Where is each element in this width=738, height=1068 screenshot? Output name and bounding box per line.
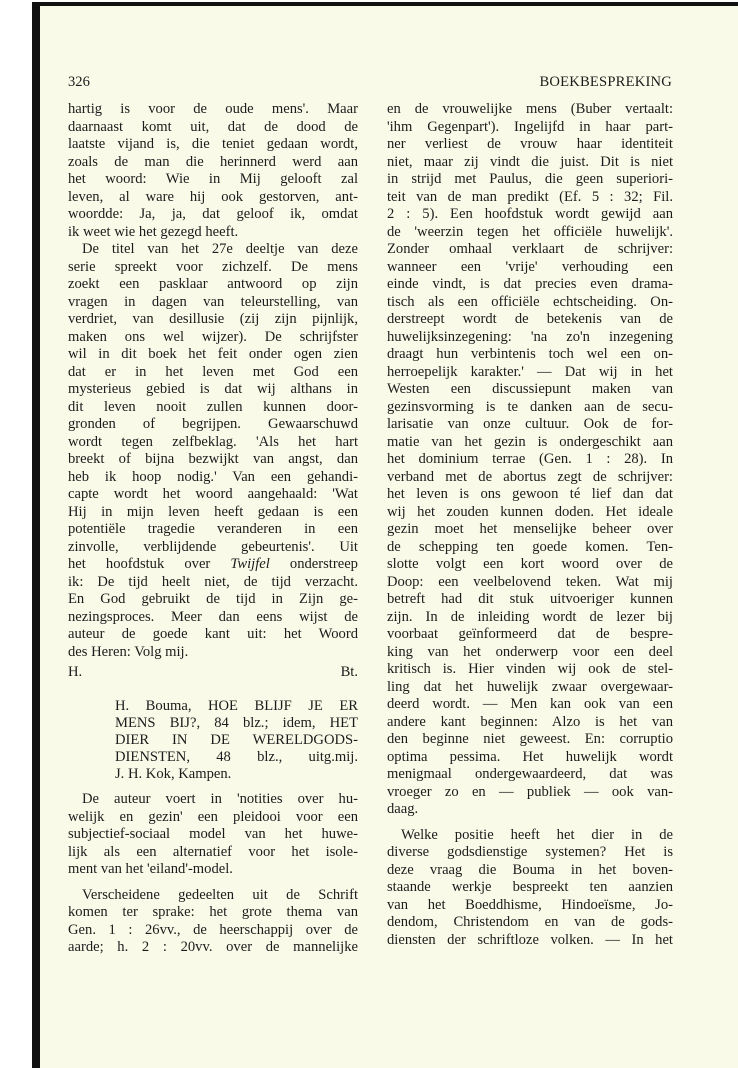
text-line: En God gebruikt de tijd in Zijn ge- [68, 591, 358, 607]
text-line: lijk als een alternatief voor het isole- [68, 843, 358, 860]
running-head: BOEKBESPREKING [539, 74, 672, 90]
text-line: J. H. Kok, Kampen. [115, 766, 232, 782]
page-number: 326 [68, 74, 90, 90]
text-line: Zonder omhaal verklaart de schrijver: [387, 241, 673, 257]
text-line: mysterieus gebied is dat wij althans in [68, 381, 358, 397]
text-line: wil in dit boek het feit onder ogen zien [68, 346, 358, 362]
text-line: tisch als een officiële echtscheiding. On- [387, 293, 673, 310]
text-line: welijk en gezin' een pleidooi voor een [68, 808, 358, 825]
text-line: king van het onderwerp voor een deel [387, 643, 673, 660]
text-line: herroepelijk karakter.' — Dat wij in het [387, 363, 673, 380]
text-line: den beginne niet geweest. En: corruptio [387, 731, 673, 747]
text-line: des Heren: Volg mij. [68, 643, 189, 660]
text-line: daag. [387, 801, 419, 817]
text-line: zijn. In de inleiding wordt de lezer bij [387, 608, 673, 625]
text-line: menigmaal ondergewaardeerd, dat was [387, 766, 673, 782]
text-line: voorbaat geïnformeerd dat de bespre- [387, 626, 673, 642]
text-line: breekt of bijna bezwijkt van angst, dan [68, 451, 358, 467]
text-line: slotte volgt een kort woord over de [387, 556, 673, 572]
text-line: matie van het gezin is ondergeschikt aan [387, 433, 673, 450]
text-line: dit leven nooit zullen kunnen door- [68, 398, 358, 415]
text-line: vragen in dagen van teleurstelling, van [68, 293, 358, 310]
text-line: ment van het 'eiland'-model. [68, 861, 233, 877]
paragraph-gap [387, 819, 673, 827]
text-line: het dominium terrae (Gen. 1 : 28). In [387, 451, 673, 467]
text-line: wanneer een 'vrije' verhouding een [387, 258, 673, 275]
text-line: van het Boeddhisme, Hindoeïsme, Jo- [387, 896, 673, 913]
text-line: H. Bouma, HOE BLIJF JE ER [115, 698, 358, 714]
text-line: verdriet, van desillusie (zij zijn pijnlijk, [68, 311, 358, 327]
text-line: DIENSTEN, 48 blz., uitg.mij. [115, 749, 358, 765]
text-line: huwelijksinzegening: 'na zo'n inzegening [387, 328, 673, 345]
text-line: optima pessima. Het huwelijk wordt [387, 748, 673, 765]
text-line: niet, maar zij vindt die juist. Dit is niet [387, 153, 673, 170]
text-line: hartig is voor de oude mens'. Maar [68, 101, 358, 117]
text-line: ling dat het huwelijk zwaar overgewaar- [387, 678, 673, 695]
text-line: laatste vijand is, die teniet gedaan wordt, [68, 136, 358, 152]
book-reference [115, 698, 358, 783]
text-line: Hij in mijn leven heeft gedaan is een [68, 503, 358, 520]
review-signature [68, 664, 358, 682]
text-line: DIER IN DE WERELDGODS- [115, 732, 358, 748]
text-line: teit van de man predikt (Ef. 5 : 32; Fil. [387, 188, 673, 205]
right-column-text [387, 101, 673, 949]
italic-title: Twijfel [230, 556, 270, 572]
text-line: wordt tegen zelfbeklag. 'Als het hart [68, 433, 358, 450]
left-column-text-continued [68, 791, 358, 957]
text-line: De titel van het 27e deeltje van deze [82, 241, 358, 257]
text-line: De auteur voert in 'notities over hu- [82, 791, 358, 807]
text-line: serie spreekt voor zichzelf. De mens [68, 258, 358, 275]
text-line: Verscheidene gedeelten uit de Schrift [82, 886, 358, 903]
text-line: heb ik hoop nodig.' Van een gehandi- [68, 468, 358, 485]
text-line: larisatie van onze cultuur. Ook de for- [387, 416, 673, 432]
text-line: komen ter sprake: het grote thema van [68, 904, 358, 920]
text-line: kritisch is. Hier vinden wij ook de stel- [387, 661, 673, 677]
text-line: staande werkje bespreekt ten aanzien [387, 879, 673, 895]
text-line: 'ihm Gegenpart'). Ingelijfd in haar part- [387, 118, 673, 135]
text-line: 2 : 5). Een hoofdstuk wordt gewijd aan [387, 206, 673, 222]
text-line: zoals de man die herinnerd werd aan [68, 153, 358, 170]
text-line: gezin moet het menselijke beheer over [387, 521, 673, 537]
text-line: subjectief-sociaal model van het huwe- [68, 826, 358, 842]
text-line: Westen een discussiepunt maken van [387, 381, 673, 397]
text-line: gezinsvorming is te danken aan de secu- [387, 398, 673, 415]
text-line: andere kant beginnen: Alzo is het van [387, 713, 673, 730]
text-line: gronden of begrijpen. Gewaarschuwd [68, 416, 358, 432]
text-line: vroeger zo en — publiek — ook van- [387, 783, 673, 800]
text-line: zinvolle, verblijdende gebeurtenis'. Uit [68, 538, 358, 555]
text-line: Gen. 1 : 26vv., de heerschappij over de [68, 921, 358, 938]
text-line: de 'weerzin tegen het officiële huwelijk'. [387, 223, 673, 240]
text-line: ik weet wie het gezegd heeft. [68, 223, 239, 240]
text-line: dendom, Christendom en van de gods- [387, 914, 673, 930]
text-line: diensten der schriftloze volken. — In het [387, 931, 673, 948]
text-line: aarde; h. 2 : 20vv. over de mannelijke [68, 939, 358, 955]
text-line: betreft had dit stuk uitvoeriger kunnen [387, 591, 673, 607]
text-line: de schepping ten goede komen. Ten- [387, 538, 673, 555]
text-line: diverse godsdienstige systemen? Het is [387, 844, 673, 860]
text-line: deze vraag die Bouma in het boven- [387, 861, 673, 878]
text-line: deerd wordt. — Men kan ook van een [387, 696, 673, 712]
text-line: daarnaast komt uit, dat de dood de [68, 118, 358, 135]
text-line: Doop: een veelbelovend teken. Wat mij [387, 573, 673, 590]
text-line: Welke positie heeft het dier in de [401, 826, 673, 843]
text-line: ik: De tijd heelt niet, de tijd verzacht. [68, 573, 358, 590]
text-line: draagt hun verbintenis toch wel een on- [387, 346, 673, 362]
paragraph-gap [68, 879, 358, 887]
text-line: verband met de abortus zegt de schrijver: [387, 468, 673, 485]
text-line [68, 556, 358, 574]
signature-initial: H. [68, 664, 83, 680]
text-line: potentiële tragedie veranderen in een [68, 521, 358, 537]
text-line: woordde: Ja, ja, dat geloof ik, omdat [68, 206, 358, 222]
text-line: en de vrouwelijke mens (Buber vertaalt: [387, 101, 673, 117]
text-line: ner verliest de vrouw haar identiteit [387, 136, 673, 152]
text-line: zoekt een pasklaar antwoord op zijn [68, 276, 358, 292]
text-line: einde vindt, is dat precies even drama- [387, 276, 673, 292]
left-column-text [68, 101, 358, 661]
text-line: wij het zouden kunnen doden. Het ideale [387, 503, 673, 520]
text-line: dat er in het leven met God een [68, 363, 358, 380]
text-line: MENS BIJ?, 84 blz.; idem, HET [115, 715, 358, 731]
text-line: het leven is ons gewoon té lief dan dat [387, 486, 673, 502]
text-line: auteur de goede kant uit: het Woord [68, 626, 358, 642]
text-segment: onderstreep [269, 556, 358, 572]
reviewer-initials: Bt. [340, 664, 358, 680]
text-line: capte wordt het woord aangehaald: 'Wat [68, 486, 358, 502]
text-line: leven, al ware hij ook gestorven, ant- [68, 188, 358, 205]
text-line: nezingsproces. Meer dan eens wijst de [68, 608, 358, 625]
text-line: het woord: Wie in Mij gelooft zal [68, 171, 358, 187]
text-line: maken ons wel wijzer). De schrijfster [68, 328, 358, 345]
text-line: derstreept wordt de betekenis van de [387, 311, 673, 327]
text-segment: het hoofdstuk over [68, 556, 231, 572]
text-line: in strijd met Paulus, die geen superiori- [387, 171, 673, 187]
